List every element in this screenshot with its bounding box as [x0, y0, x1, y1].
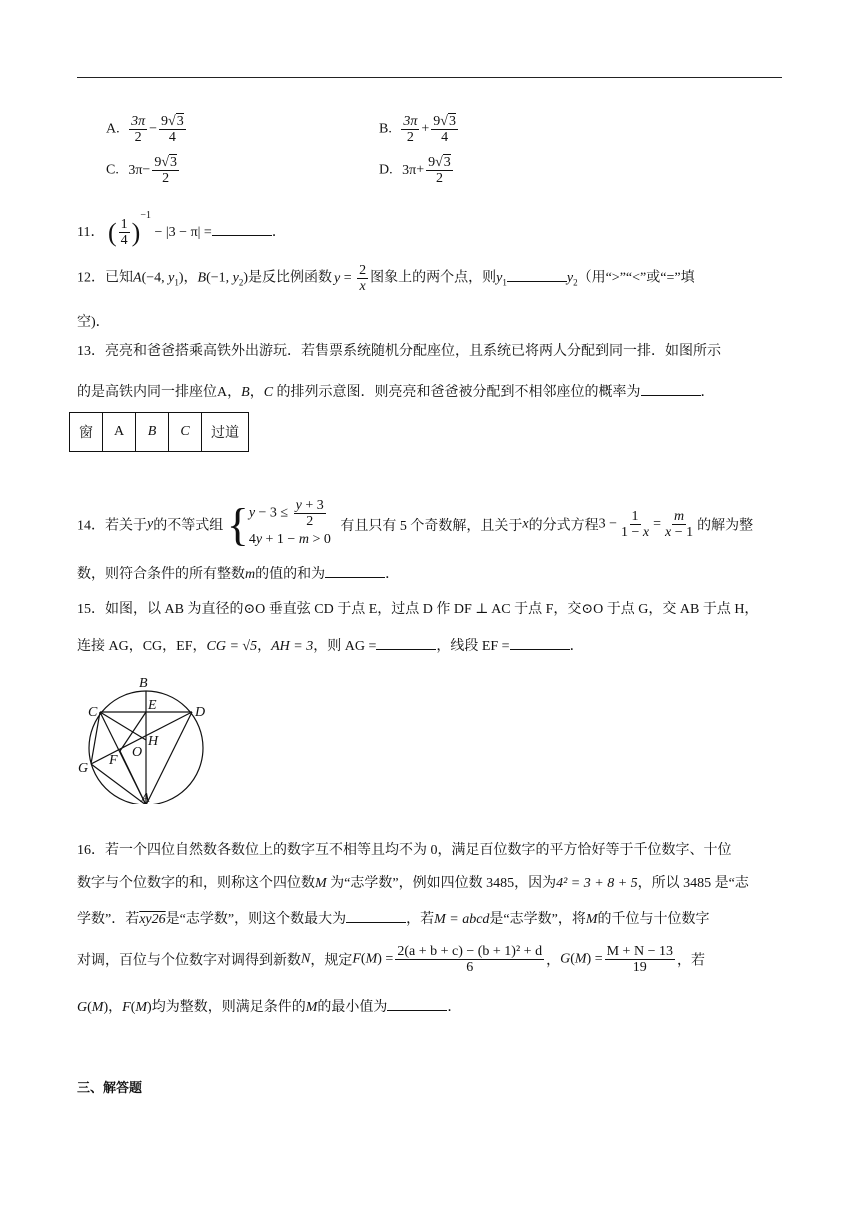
option-a: A. $\frac{3\pi}{2}$ − $\frac{9√3}{4}$ [106, 114, 184, 145]
seat-row-table [69, 412, 249, 452]
label-e: E [148, 698, 157, 713]
label-d: D [195, 705, 206, 720]
label-o: O [132, 745, 143, 760]
question-14-line2: 数，则符合条件的所有整数m的值的和为 ． [77, 567, 400, 582]
seat-aisle: 过道 [202, 413, 249, 452]
question-12-line1: 12．已知A(−4, $y_1$)，B(−1, $y_2$)是反比例函数 y = $\frac{2}{x}$ 图象上的两个点，则$y_1$ $y_2$（用“>”“<”或“=”填 [77, 263, 695, 294]
question-15-line1: 15．如图，以 AB 为直径的⊙O 垂直弦 CD 于点 E，过点 D 作 DF ⊥ AC 于点 F，交⊙O 于点 G，交 AB 于点 H， [77, 602, 759, 617]
seat-c: C [169, 413, 202, 452]
label-b: B [139, 676, 148, 691]
label-f: F [109, 753, 118, 768]
question-16-line2: 数字与个位数字的和，则称这个四位数M 为“志学数”，例如四位数 3485，因为4² = 3 + 8 + 5，所以 3485 是“志 [77, 876, 749, 891]
option-b: B. $\frac{3\pi}{2}$ + $\frac{9√3}{4}$ [379, 114, 456, 145]
label-g: G [78, 761, 89, 776]
label-a: A [141, 791, 150, 804]
option-c: C. 3π− $\frac{9√3}{2}$ [106, 155, 178, 186]
question-16-line3: 学数”．若xy26是“志学数”，则这个数最大为 ，若M = abcd是“志学数”，将M的千位与十位数字 [77, 912, 710, 927]
question-16-line5: G(M)，F(M)均为整数，则满足条件的M的最小值为 ． [77, 1000, 462, 1015]
circle-geometry-figure [75, 674, 215, 804]
question-12-line2: 空)． [77, 315, 110, 330]
label-h: H [148, 734, 159, 749]
header-rule [77, 77, 782, 78]
section-three-heading: 三、解答题 [77, 1081, 143, 1096]
seat-b: B [136, 413, 169, 452]
question-14-line1: 14．若关于y的不等式组 { y − 3 ≤ $\frac{y + 3}{2}$ 4y + 1 − m > 0 有且只有 5 个奇数解，且关于x的分式方程3 − $\frac{1}{1 - x}$ = $\frac{m}{x - 1}$ 的解为整 [77, 498, 754, 550]
question-13-line1: 13．亮亮和爸爸搭乘高铁外出游玩．若售票系统随机分配座位，且系统已将两人分配到同一排．如图所示 [77, 344, 721, 359]
question-16-line4: 对调，百位与个位数字对调得到新数N，规定F(M) = $\frac{\text{2(a + b + c) − (b + 1)² + d}}{6}$ ，G(M) = $\frac{M + N - 13}{19}$ ，若 [77, 944, 705, 975]
seat-a: A [103, 413, 136, 452]
question-13-line2: 的是高铁内同一排座位A，B，C 的排列示意图．则亮亮和爸爸被分配到不相邻座位的概率为 ． [77, 385, 715, 400]
question-11: 11． ( $\frac{1}{4}$ )$^{-1}$ − |3 − π| = ． [77, 210, 286, 249]
option-d: D. 3π+ $\frac{9√3}{2}$ [379, 155, 451, 186]
seat-window: 窗 [70, 413, 103, 452]
question-15-line2: 连接 AG，CG，EF，CG = √5，AH = 3，则 AG = ，线段 EF = ． [77, 639, 584, 654]
question-16-line1: 16．若一个四位自然数各数位上的数字互不相等且均不为 0，满足百位数字的平方恰好等于千位数字、十位 [77, 843, 732, 858]
label-c: C [88, 705, 98, 720]
